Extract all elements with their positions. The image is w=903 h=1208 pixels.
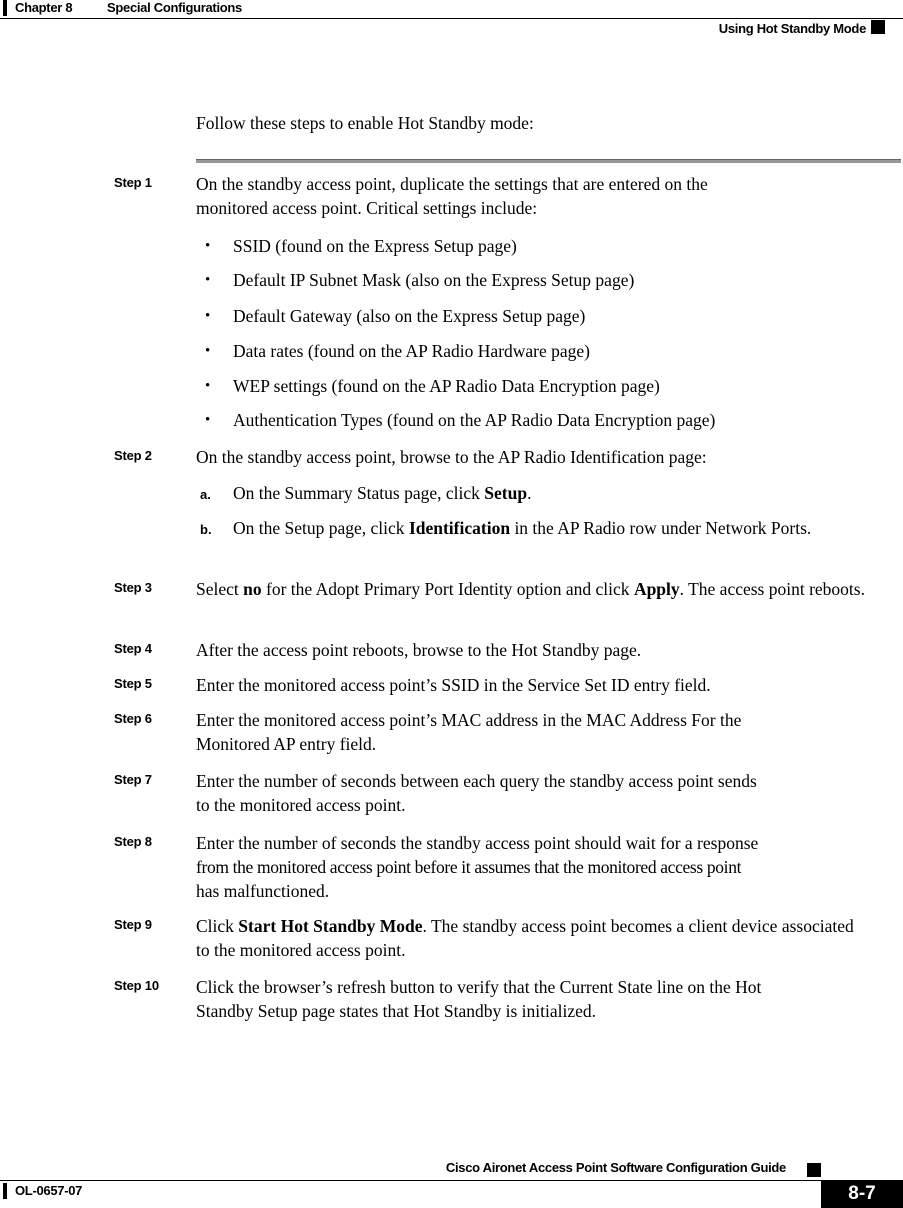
header-right-box (871, 20, 885, 34)
step-line: On the standby access point, duplicate the settings that are entered on the (196, 174, 708, 194)
substep-text (233, 516, 899, 540)
bullet-icon: • (205, 343, 211, 359)
step-line: On the standby access point, browse to the AP Radio Identification page: (196, 447, 707, 467)
header-chapter-number: Chapter 8 (15, 0, 73, 15)
bullet-text: Authentication Types (found on the AP Radio Data Encryption page) (233, 410, 716, 430)
footer-rule (0, 1180, 903, 1181)
step-text (196, 831, 899, 903)
text-run: . The standby access point becomes a client device associated to the monitored access point. (196, 916, 854, 960)
step-line: has malfunctioned. (196, 881, 330, 901)
step-label: Step 3 (114, 580, 152, 595)
step-line: to the monitored access point. (196, 795, 406, 815)
substep-marker: a. (200, 487, 211, 502)
step-label: Step 7 (114, 772, 152, 787)
step-text (196, 914, 866, 962)
step-text (196, 975, 899, 1023)
step-text (196, 769, 899, 817)
step-label: Step 4 (114, 641, 152, 656)
step-line: monitored access point. Critical settings include: (196, 198, 538, 218)
header-section-title: Using Hot Standby Mode (718, 21, 866, 36)
step-text (196, 673, 899, 697)
bullet-icon: • (205, 378, 211, 394)
step-text (196, 172, 899, 220)
step-label: Step 10 (114, 978, 159, 993)
ui-term: Start Hot Standby Mode (238, 916, 423, 936)
substep-text (233, 481, 899, 505)
step-text (196, 638, 899, 662)
step-text (196, 445, 899, 469)
step-text (196, 708, 899, 756)
text-run: On the Setup page, click (233, 518, 409, 538)
steps-rule (196, 159, 901, 163)
footer-left-bar (3, 1183, 7, 1199)
substep-marker: b. (200, 522, 212, 537)
header-rule (0, 18, 903, 19)
ui-term: Identification (408, 518, 511, 538)
footer-right-box (807, 1163, 821, 1177)
bullet-icon: • (205, 238, 211, 254)
text-run: Select (196, 579, 244, 599)
step-label: Step 8 (114, 834, 152, 849)
text-run: On the Summary Status page, click (233, 483, 485, 503)
header-chapter-title: Special Configurations (107, 0, 242, 15)
footer-guide-title: Cisco Aironet Access Point Software Configuration Guide (445, 1160, 786, 1175)
step-line: After the access point reboots, browse to the Hot Standby page. (196, 640, 642, 660)
ui-term: no (243, 579, 262, 599)
step-label: Step 2 (114, 448, 152, 463)
bullet-text: SSID (found on the Express Setup page) (233, 236, 517, 256)
bullet-icon: • (205, 308, 211, 324)
text-run: . (527, 483, 532, 503)
text-run: in the AP Radio row under Network Ports. (510, 518, 812, 538)
bullet-text: Data rates (found on the AP Radio Hardware page) (233, 341, 591, 361)
step-text (196, 577, 899, 601)
step-line: Click the browser’s refresh button to verify that the Current State line on the Hot (196, 977, 762, 997)
intro-text: Follow these steps to enable Hot Standby mode: (196, 113, 534, 133)
step-line: from the monitored access point before it assumes that the monitored access point (196, 857, 742, 877)
text-run: for the Adopt Primary Port Identity option and click (261, 579, 634, 599)
bullet-icon: • (205, 412, 211, 428)
header-left-bar (3, 0, 7, 16)
text-run: . The access point reboots. (679, 579, 865, 599)
bullet-text: Default IP Subnet Mask (also on the Express Setup page) (233, 270, 635, 290)
text-run: Click (196, 916, 239, 936)
step-label: Step 5 (114, 676, 152, 691)
bullet-text: WEP settings (found on the AP Radio Data Encryption page) (233, 376, 660, 396)
ui-term: Setup (484, 483, 528, 503)
bullet-icon: • (205, 272, 211, 288)
bullet-text: Default Gateway (also on the Express Setup page) (233, 306, 586, 326)
step-label: Step 9 (114, 917, 152, 932)
step-line: Monitored AP entry field. (196, 734, 377, 754)
step-line: Standby Setup page states that Hot Standby is initialized. (196, 1001, 597, 1021)
step-line: Enter the monitored access point’s SSID in the Service Set ID entry field. (196, 675, 711, 695)
footer-doc-number: OL-0657-07 (15, 1183, 83, 1198)
step-label: Step 1 (114, 175, 152, 190)
step-line: Enter the number of seconds between each query the standby access point sends (196, 771, 757, 791)
step-line: Enter the number of seconds the standby access point should wait for a response (196, 833, 759, 853)
page-number: 8-7 (848, 1183, 876, 1204)
ui-term: Apply (633, 579, 680, 599)
step-label: Step 6 (114, 711, 152, 726)
step-line: Enter the monitored access point’s MAC address in the MAC Address For the (196, 710, 742, 730)
